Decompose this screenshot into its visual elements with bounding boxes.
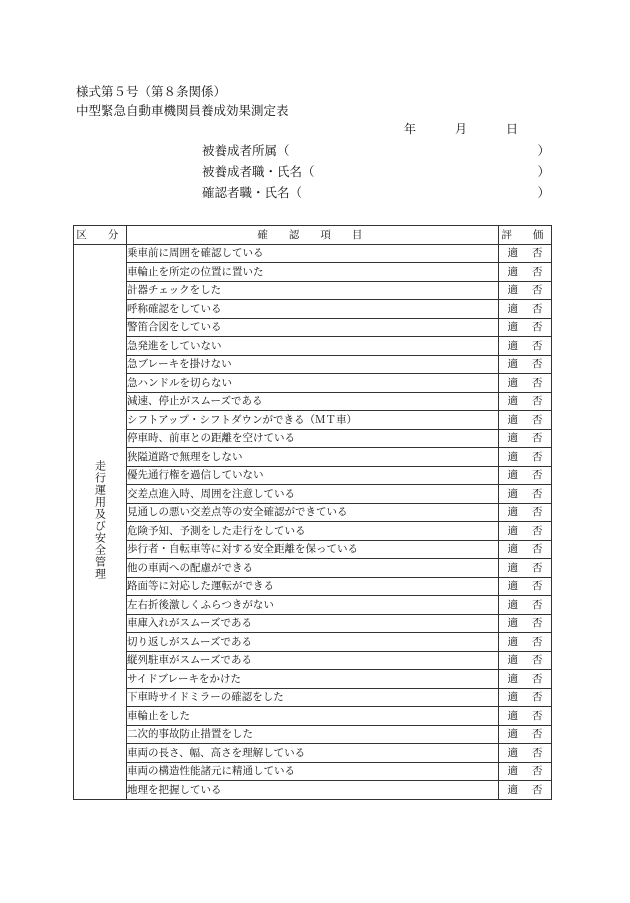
rating-fail[interactable]: 否 [532, 302, 543, 315]
trainee-name-label: 被養成者職・氏名（ [202, 164, 315, 179]
table-row [74, 300, 552, 319]
table-row [74, 355, 552, 374]
evaluation-cell [499, 559, 552, 578]
evaluation-cell [499, 781, 552, 800]
rating-fail[interactable]: 否 [532, 450, 543, 463]
check-item-label: 車両の長さ、幅、高さを理解している [127, 744, 499, 763]
confirmer-name-field[interactable] [202, 183, 550, 201]
rating-fail[interactable]: 否 [532, 617, 543, 629]
closing-paren: ） [537, 164, 550, 179]
check-item-label: 地理を把握している [127, 781, 499, 800]
evaluation-cell [499, 762, 552, 781]
rating-fail[interactable]: 否 [532, 395, 543, 407]
rating-pass[interactable]: 適 [507, 413, 518, 426]
date-year-label: 年 [404, 122, 417, 136]
check-item-label: 車庫入れがスムーズである [127, 614, 499, 633]
rating-fail[interactable]: 否 [532, 432, 543, 444]
table-row [74, 522, 552, 541]
check-item-label: 急ハンドルを切らない [127, 374, 499, 393]
rating-pass[interactable]: 適 [507, 469, 518, 481]
rating-pass[interactable]: 適 [507, 543, 518, 555]
rating-pass[interactable]: 適 [507, 265, 518, 278]
evaluation-cell [499, 670, 552, 689]
rating-fail[interactable]: 否 [532, 728, 543, 740]
rating-pass[interactable]: 適 [507, 395, 518, 407]
table-row [74, 633, 552, 652]
evaluation-cell [499, 448, 552, 467]
check-item-label: 歩行者・自転車等に対する安全距離を保っている [127, 540, 499, 559]
rating-pass[interactable]: 適 [507, 654, 518, 666]
check-item-label: 切り返しがスムーズである [127, 633, 499, 652]
evaluation-cell [499, 614, 552, 633]
rating-fail[interactable]: 否 [532, 635, 543, 648]
table-row [74, 614, 552, 633]
form-number: 様式第５号（第８条関係） [76, 84, 227, 99]
trainee-name-field[interactable] [202, 162, 550, 180]
table-row [74, 744, 552, 763]
rating-fail[interactable]: 否 [532, 376, 543, 389]
evaluation-cell [499, 485, 552, 504]
evaluation-cell [499, 263, 552, 282]
evaluation-table [73, 225, 552, 800]
check-item-label: 車両の構造性能諸元に精通している [127, 762, 499, 781]
rating-pass[interactable]: 適 [507, 284, 518, 296]
rating-fail[interactable]: 否 [532, 598, 543, 611]
rating-pass[interactable]: 適 [507, 598, 518, 611]
rating-fail[interactable]: 否 [532, 358, 543, 370]
check-item-label: サイドブレーキをかけた [127, 670, 499, 689]
trainee-affiliation-field[interactable] [202, 141, 550, 159]
check-item-label: 車輪止を所定の位置に置いた [127, 263, 499, 282]
rating-fail[interactable]: 否 [532, 413, 543, 426]
document-title: 中型緊急自動車機関員養成効果測定表 [76, 103, 289, 118]
rating-pass[interactable]: 適 [507, 321, 518, 333]
table-row [74, 263, 552, 282]
column-header-category: 区 分 [74, 226, 127, 245]
table-row [74, 762, 552, 781]
table-row [74, 781, 552, 800]
evaluation-cell [499, 707, 552, 726]
rating-pass[interactable]: 適 [507, 672, 518, 685]
check-item-label: 警笛合図をしている [127, 318, 499, 337]
evaluation-cell [499, 503, 552, 522]
rating-pass[interactable]: 適 [507, 450, 518, 463]
evaluation-cell [499, 300, 552, 319]
check-item-label: 呼称確認をしている [127, 300, 499, 319]
rating-pass[interactable]: 適 [507, 506, 518, 518]
closing-paren: ） [537, 185, 550, 200]
date-month-label: 月 [455, 122, 468, 136]
table-row [74, 540, 552, 559]
evaluation-cell [499, 540, 552, 559]
check-item-label: 優先通行権を過信していない [127, 466, 499, 485]
evaluation-cell [499, 392, 552, 411]
rating-pass[interactable]: 適 [507, 524, 518, 537]
rating-pass[interactable]: 適 [507, 487, 518, 500]
evaluation-cell [499, 744, 552, 763]
rating-fail[interactable]: 否 [532, 672, 543, 685]
rating-pass[interactable]: 適 [507, 709, 518, 722]
rating-pass[interactable]: 適 [507, 728, 518, 740]
check-item-label: 急ブレーキを掛けない [127, 355, 499, 374]
rating-pass[interactable]: 適 [507, 691, 518, 703]
table-row [74, 337, 552, 356]
table-row [74, 670, 552, 689]
table-row [74, 429, 552, 448]
rating-pass[interactable]: 適 [507, 580, 518, 592]
rating-fail[interactable]: 否 [532, 746, 543, 759]
check-item-label: 車輪止をした [127, 707, 499, 726]
table-row [74, 374, 552, 393]
column-header-evaluation: 評 価 [499, 226, 552, 245]
check-item-label: 他の車両への配慮ができる [127, 559, 499, 578]
table-row [74, 411, 552, 430]
rating-fail[interactable]: 否 [532, 765, 543, 777]
check-item-label: 交差点進入時、周囲を注意している [127, 485, 499, 504]
evaluation-cell [499, 725, 552, 744]
check-item-label: シフトアップ・シフトダウンができる（ＭＴ車） [127, 411, 499, 430]
rating-fail[interactable]: 否 [532, 339, 543, 352]
category-cell [74, 244, 127, 799]
check-item-label: 減速、停止がスムーズである [127, 392, 499, 411]
table-row [74, 448, 552, 467]
check-item-label: 見通しの悪い交差点等の安全確認ができている [127, 503, 499, 522]
table-row [74, 281, 552, 300]
table-row [74, 318, 552, 337]
check-item-label: 狭隘道路で無理をしない [127, 448, 499, 467]
rating-fail[interactable]: 否 [532, 691, 543, 703]
check-item-label: 危険予知、予測をした走行をしている [127, 522, 499, 541]
rating-fail[interactable]: 否 [532, 561, 543, 574]
rating-pass[interactable]: 適 [507, 302, 518, 315]
rating-fail[interactable]: 否 [532, 247, 543, 259]
closing-paren: ） [537, 143, 550, 158]
rating-pass[interactable]: 適 [507, 339, 518, 352]
check-item-label: 急発進をしていない [127, 337, 499, 356]
check-item-label: 路面等に対応した運転ができる [127, 577, 499, 596]
rating-fail[interactable]: 否 [532, 506, 543, 518]
rating-fail[interactable]: 否 [532, 783, 543, 796]
rating-pass[interactable]: 適 [507, 635, 518, 648]
evaluation-cell [499, 633, 552, 652]
rating-fail[interactable]: 否 [532, 469, 543, 481]
date-day-label: 日 [506, 122, 519, 136]
check-item-label: 二次的事故防止措置をした [127, 725, 499, 744]
rating-pass[interactable]: 適 [507, 358, 518, 370]
rating-pass[interactable]: 適 [507, 376, 518, 389]
rating-fail[interactable]: 否 [532, 709, 543, 722]
rating-fail[interactable]: 否 [532, 284, 543, 296]
rating-fail[interactable]: 否 [532, 543, 543, 555]
table-row [74, 466, 552, 485]
evaluation-cell [499, 411, 552, 430]
table-row [74, 503, 552, 522]
table-row [74, 651, 552, 670]
check-item-label: 下車時サイドミラーの確認をした [127, 688, 499, 707]
check-item-label: 左右折後激しくふらつきがない [127, 596, 499, 615]
confirmer-name-label: 確認者職・氏名（ [202, 185, 303, 200]
table-row [74, 707, 552, 726]
category-label: 走行運用及び安全管理 [93, 460, 107, 581]
table-row [74, 392, 552, 411]
rating-pass[interactable]: 適 [507, 746, 518, 759]
table-row [74, 244, 552, 263]
rating-fail[interactable]: 否 [532, 580, 543, 592]
check-item-label: 停車時、前車との距離を空けている [127, 429, 499, 448]
check-item-label: 計器チェックをした [127, 281, 499, 300]
table-header-row [74, 226, 552, 245]
table-body [74, 244, 552, 799]
rating-pass[interactable]: 適 [507, 247, 518, 259]
evaluation-cell [499, 522, 552, 541]
check-item-label: 縦列駐車がスムーズである [127, 651, 499, 670]
evaluation-cell [499, 281, 552, 300]
rating-fail[interactable]: 否 [532, 321, 543, 333]
rating-fail[interactable]: 否 [532, 524, 543, 537]
evaluation-cell [499, 466, 552, 485]
evaluation-cell [499, 374, 552, 393]
rating-pass[interactable]: 適 [507, 765, 518, 777]
rating-pass[interactable]: 適 [507, 617, 518, 629]
evaluation-cell [499, 651, 552, 670]
table-row [74, 485, 552, 504]
evaluation-cell [499, 688, 552, 707]
evaluation-cell [499, 318, 552, 337]
evaluation-cell [499, 355, 552, 374]
table-row [74, 725, 552, 744]
check-item-label: 乗車前に周囲を確認している [127, 244, 499, 263]
evaluation-cell [499, 337, 552, 356]
rating-pass[interactable]: 適 [507, 432, 518, 444]
table-row [74, 559, 552, 578]
rating-pass[interactable]: 適 [507, 783, 518, 796]
evaluation-cell [499, 596, 552, 615]
evaluation-cell [499, 429, 552, 448]
column-header-item: 確 認 項 目 [127, 226, 499, 245]
table-row [74, 688, 552, 707]
evaluation-cell [499, 244, 552, 263]
rating-fail[interactable]: 否 [532, 265, 543, 278]
rating-fail[interactable]: 否 [532, 487, 543, 500]
rating-pass[interactable]: 適 [507, 561, 518, 574]
rating-fail[interactable]: 否 [532, 654, 543, 666]
table-row [74, 577, 552, 596]
trainee-affiliation-label: 被養成者所属（ [202, 143, 290, 158]
evaluation-cell [499, 577, 552, 596]
table-row [74, 596, 552, 615]
